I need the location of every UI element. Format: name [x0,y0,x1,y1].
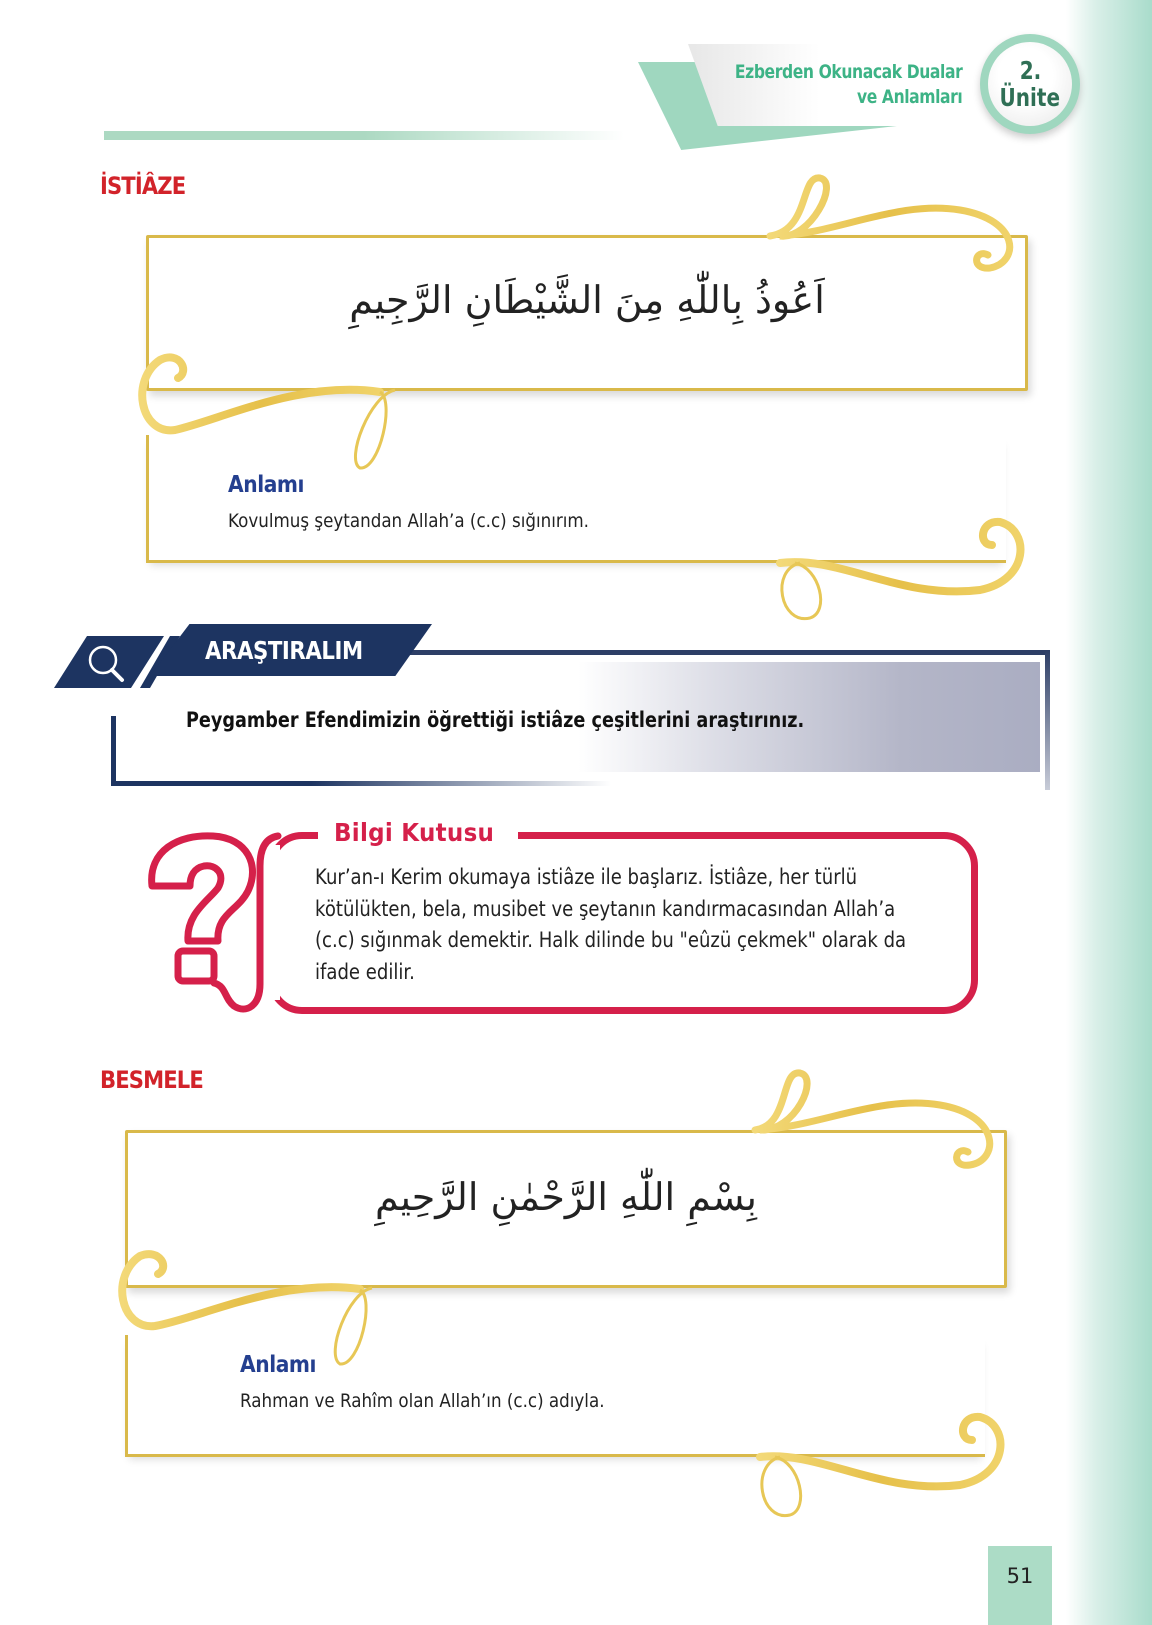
arabic-text-besmele: بِسْمِ اللّٰهِ الرَّحْمٰنِ الرَّحِيمِ [375,1175,757,1219]
meaning-title: Anlamı [240,1352,317,1378]
unit-label: Ünite [999,82,1061,112]
info-box-text: Kur’an-ı Kerim okumaya istiâze ile başlarız. İstiâze, her türlü kötülükten, bela, musibet ve şeytanın kandırmacasından Allah’a (c.c) sığınmak demektir. Halk dilinde bu "eûzü çekmek" olarak da ifade edilir. [315,865,907,984]
meaning-text: Rahman ve Rahîm olan Allah’ın (c.c) adıyla. [240,1390,605,1412]
arastiralim-title: ARAŞTIRALIM [205,636,363,665]
arastiralim-text: Peygamber Efendimizin öğrettiği istiâze çeşitlerini araştırınız. [186,708,805,732]
info-box-title: Bilgi Kutusu [334,818,495,847]
chapter-title-line1: Ezberden Okunacak Dualar [734,61,962,83]
section-heading-istiaze: İSTİÂZE [100,172,186,200]
meaning-text: Kovulmuş şeytandan Allah’a (c.c) sığınırım. [228,510,589,532]
chapter-title-line2: ve Anlamları [856,86,962,108]
page-number [988,1546,1052,1625]
section-heading-besmele: BESMELE [100,1066,203,1094]
meaning-title: Anlamı [228,472,305,498]
unit-number: 2. [1019,55,1041,85]
arabic-text-istiaze: اَعُوذُ بِاللّٰهِ مِنَ الشَّيْطَانِ الرَّجِيمِ [349,278,825,322]
page-number-text: 51 [1006,1564,1034,1588]
